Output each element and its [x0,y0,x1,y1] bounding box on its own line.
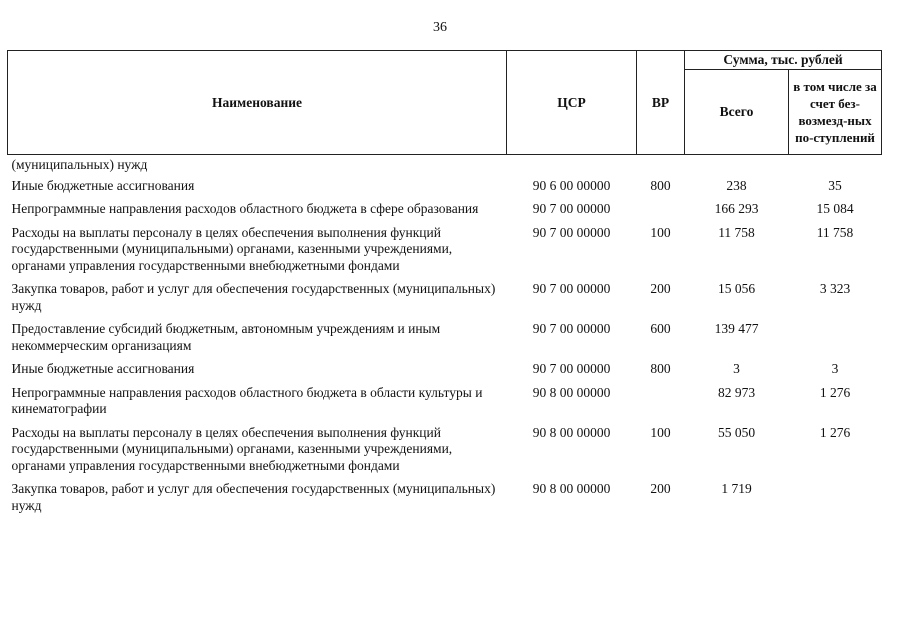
header-name: Наименование [8,51,507,155]
row-name: Закупка товаров, работ и услуг для обеспечения государственных (муниципальных) нужд [11,281,496,313]
row-csr: 90 8 00 00000 [532,384,611,400]
row-total: 1 719 [721,481,752,496]
row-vr: 600 [650,321,671,336]
row-vr: 200 [650,481,671,496]
row-name: Иные бюджетные ассигнования [11,177,195,193]
table-row [8,385,882,425]
header-sum-group: Сумма, тыс. рублей [685,51,882,70]
header-csr: ЦСР [507,51,637,155]
row-csr: 90 6 00 00000 [532,177,611,193]
row-csr: 90 7 00 00000 [532,224,611,240]
table-row [8,425,882,482]
table-row [8,361,882,385]
row-free [789,155,882,178]
page-number: 36 [433,20,447,35]
row-vr: 100 [650,424,671,440]
table-row [8,225,882,282]
row-total: 166 293 [714,201,759,216]
row-total: 3 [733,361,740,376]
row-name: Закупка товаров, работ и услуг для обеспечения государственных (муниципальных) нужд [11,481,496,513]
row-vr: 100 [650,224,671,240]
row-vr [637,201,685,225]
table-row [8,155,882,178]
table-body [8,155,882,522]
row-total: 15 056 [717,281,756,296]
table-row [8,281,882,321]
row-csr: 90 7 00 00000 [532,361,611,376]
row-vr: 800 [650,177,671,193]
row-free [789,321,882,361]
row-csr: 90 7 00 00000 [532,201,611,216]
row-name: Непрограммные направления расходов областного бюджета в сфере образования [11,201,479,216]
row-name: Иные бюджетные ассигнования [11,361,195,376]
row-name: Непрограммные направления расходов областного бюджета в области культуры и кинематографии [11,384,483,416]
table-row [8,178,882,202]
header-total: Всего [685,70,789,155]
row-csr: 90 8 00 00000 [532,481,611,496]
row-total: 11 758 [718,224,755,240]
row-name: Расходы на выплаты персоналу в целях обеспечения выполнения функций государственными (муниципальными) органами, казенными учреждениями, органами управления государственными внебюджетными фондами [11,424,453,473]
table-row [8,481,882,521]
budget-table [7,50,882,521]
row-vr: 800 [650,361,671,376]
row-name: (муниципальных) нужд [11,157,148,172]
row-total: 82 973 [717,384,756,400]
row-free: 1 276 [819,384,851,400]
table-row [8,201,882,225]
row-vr [637,385,685,425]
row-vr [637,155,685,178]
table-row [8,321,882,361]
row-free: 15 084 [816,201,854,216]
row-free: 11 758 [816,224,854,240]
row-total: 139 477 [714,321,759,336]
row-free: 3 323 [819,281,851,296]
row-free [789,481,882,521]
row-name: Предоставление субсидий бюджетным, автономным учреждениям и иным некоммерческим организациям [11,321,441,353]
row-csr: 90 8 00 00000 [532,424,611,440]
row-free: 35 [828,177,842,193]
header-free-receipts: в том числе за счет без-возмезд-ных по-ступлений [789,70,882,155]
row-csr: 90 7 00 00000 [532,281,611,296]
row-csr: 90 7 00 00000 [532,321,611,336]
row-total: 55 050 [717,424,756,440]
row-total [685,155,789,178]
row-free: 3 [831,361,839,376]
row-vr: 200 [650,281,671,296]
row-name: Расходы на выплаты персоналу в целях обеспечения выполнения функций государственными (муниципальными) органами, казенными учреждениями, органами управления государственными внебюджетными фондами [11,224,453,273]
row-csr [507,155,637,178]
header-vr: ВР [637,51,685,155]
table-header [8,51,882,155]
row-total: 238 [726,177,747,193]
row-free: 1 276 [819,424,851,440]
